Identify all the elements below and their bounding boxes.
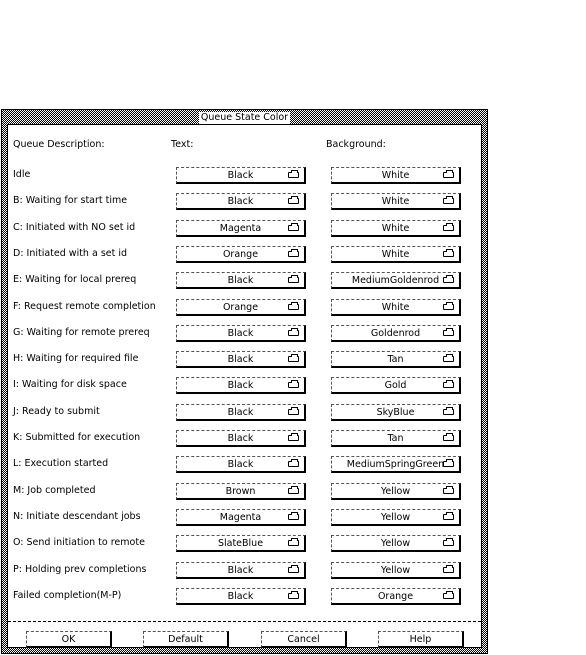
menu-value: MediumGoldenrod <box>351 275 440 286</box>
menu-value: Tan <box>387 433 404 444</box>
text-color-menu[interactable] <box>176 377 306 394</box>
option-menu-icon <box>288 277 299 283</box>
option-menu-icon <box>288 225 299 231</box>
menu-value: Yellow <box>380 565 411 576</box>
menu-value: Magenta <box>219 223 262 234</box>
text-color-menu[interactable] <box>176 588 306 605</box>
default-button[interactable]: Default <box>143 631 229 648</box>
option-menu-icon <box>443 540 454 546</box>
queue-state-color-dialog <box>1 109 488 654</box>
window-title: Queue State Color <box>200 112 289 123</box>
text-color-menu[interactable] <box>176 325 306 342</box>
background-color-menu[interactable] <box>331 430 461 447</box>
menu-value: Yellow <box>380 486 411 497</box>
option-menu-icon <box>443 172 454 178</box>
text-color-menu[interactable] <box>176 562 306 579</box>
background-color-menu[interactable] <box>331 193 461 210</box>
option-menu-icon <box>288 593 299 599</box>
menu-value: Yellow <box>380 512 411 523</box>
ok-button[interactable]: OK <box>26 631 112 648</box>
menu-value: White <box>381 302 410 313</box>
menu-value: Goldenrod <box>370 328 421 339</box>
text-color-menu[interactable] <box>176 220 306 237</box>
text-color-menu[interactable] <box>176 456 306 473</box>
option-menu-icon <box>288 356 299 362</box>
queue-state-label: F: Request remote completion <box>13 301 156 312</box>
option-menu-icon <box>443 514 454 520</box>
menu-value: Black <box>227 407 254 418</box>
background-color-menu[interactable] <box>331 562 461 579</box>
text-color-menu[interactable] <box>176 193 306 210</box>
dialog-body <box>7 124 482 648</box>
queue-state-label: B: Waiting for start time <box>13 195 128 206</box>
option-menu-icon <box>288 461 299 467</box>
queue-state-label: P: Holding prev completions <box>13 564 147 575</box>
option-menu-icon <box>288 540 299 546</box>
menu-value: Yellow <box>380 538 411 549</box>
option-menu-icon <box>443 330 454 336</box>
menu-value: Black <box>227 380 254 391</box>
menu-value: Black <box>227 565 254 576</box>
text-color-menu[interactable] <box>176 351 306 368</box>
menu-value: SkyBlue <box>376 407 415 418</box>
option-menu-icon <box>288 172 299 178</box>
queue-state-label: D: Initiated with a set id <box>13 248 128 259</box>
option-menu-icon <box>443 409 454 415</box>
menu-value: MediumSpringGreen <box>346 459 445 470</box>
option-menu-icon <box>288 409 299 415</box>
text-color-menu[interactable] <box>176 272 306 289</box>
option-menu-icon <box>443 567 454 573</box>
queue-state-label: K: Submitted for execution <box>13 432 141 443</box>
background-color-menu[interactable] <box>331 377 461 394</box>
option-menu-icon <box>288 488 299 494</box>
queue-state-label: O: Send initiation to remote <box>13 537 145 548</box>
queue-state-label: M: Job completed <box>13 485 96 496</box>
queue-state-label: G: Waiting for remote prereq <box>13 327 150 338</box>
menu-value: Orange <box>222 302 259 313</box>
option-menu-icon <box>443 304 454 310</box>
text-color-menu[interactable] <box>176 509 306 526</box>
option-menu-icon <box>443 593 454 599</box>
queue-state-label: J: Ready to submit <box>13 406 100 417</box>
option-menu-icon <box>288 435 299 441</box>
background-color-menu[interactable] <box>331 272 461 289</box>
menu-value: Black <box>227 170 254 181</box>
option-menu-icon <box>288 382 299 388</box>
option-menu-icon <box>443 251 454 257</box>
background-color-menu[interactable] <box>331 588 461 605</box>
menu-value: Black <box>227 433 254 444</box>
background-color-menu[interactable] <box>331 509 461 526</box>
queue-description-header: Queue Description: <box>13 139 105 150</box>
option-menu-icon <box>288 567 299 573</box>
menu-value: Tan <box>387 354 404 365</box>
background-color-menu[interactable] <box>331 483 461 500</box>
queue-state-label: H: Waiting for required file <box>13 353 139 364</box>
menu-value: Black <box>227 354 254 365</box>
title-bar[interactable] <box>2 112 487 124</box>
text-color-menu[interactable] <box>176 246 306 263</box>
background-color-menu[interactable] <box>331 325 461 342</box>
text-color-header: Text: <box>171 139 194 150</box>
text-color-menu[interactable] <box>176 167 306 184</box>
background-color-menu[interactable] <box>331 167 461 184</box>
background-color-menu[interactable] <box>331 351 461 368</box>
text-color-menu[interactable] <box>176 483 306 500</box>
background-color-menu[interactable] <box>331 404 461 421</box>
menu-value: Gold <box>384 380 407 391</box>
menu-value: White <box>381 170 410 181</box>
background-color-menu[interactable] <box>331 535 461 552</box>
queue-state-label: N: Initiate descendant jobs <box>13 511 141 522</box>
option-menu-icon <box>443 488 454 494</box>
background-color-menu[interactable] <box>331 299 461 316</box>
option-menu-icon <box>443 461 454 467</box>
queue-state-label: L: Execution started <box>13 458 109 469</box>
option-menu-icon <box>288 514 299 520</box>
background-color-menu[interactable] <box>331 246 461 263</box>
background-color-header: Background: <box>326 139 386 150</box>
cancel-button[interactable]: Cancel <box>261 631 347 648</box>
background-color-menu[interactable] <box>331 220 461 237</box>
background-color-menu[interactable] <box>331 456 461 473</box>
menu-value: White <box>381 196 410 207</box>
text-color-menu[interactable] <box>176 535 306 552</box>
queue-state-label: C: Initiated with NO set id <box>13 222 136 233</box>
help-button[interactable]: Help <box>378 631 464 648</box>
menu-value: SlateBlue <box>217 538 264 549</box>
button-separator <box>8 621 481 622</box>
text-color-menu[interactable] <box>176 430 306 447</box>
option-menu-icon <box>443 225 454 231</box>
menu-value: Orange <box>377 591 414 602</box>
option-menu-icon <box>443 356 454 362</box>
option-menu-icon <box>288 251 299 257</box>
option-menu-icon <box>443 435 454 441</box>
menu-value: Black <box>227 459 254 470</box>
text-color-menu[interactable] <box>176 299 306 316</box>
option-menu-icon <box>288 304 299 310</box>
menu-value: Black <box>227 196 254 207</box>
option-menu-icon <box>288 330 299 336</box>
menu-value: White <box>381 249 410 260</box>
menu-value: Brown <box>225 486 256 497</box>
queue-state-label: E: Waiting for local prereq <box>13 274 137 285</box>
queue-state-label: Failed completion(M-P) <box>13 590 122 601</box>
queue-state-label: Idle <box>13 169 31 180</box>
option-menu-icon <box>443 382 454 388</box>
text-color-menu[interactable] <box>176 404 306 421</box>
menu-value: White <box>381 223 410 234</box>
queue-state-label: I: Waiting for disk space <box>13 379 127 390</box>
option-menu-icon <box>443 277 454 283</box>
menu-value: Black <box>227 328 254 339</box>
menu-value: Black <box>227 275 254 286</box>
menu-value: Magenta <box>219 512 262 523</box>
menu-value: Black <box>227 591 254 602</box>
option-menu-icon <box>288 198 299 204</box>
menu-value: Orange <box>222 249 259 260</box>
option-menu-icon <box>443 198 454 204</box>
